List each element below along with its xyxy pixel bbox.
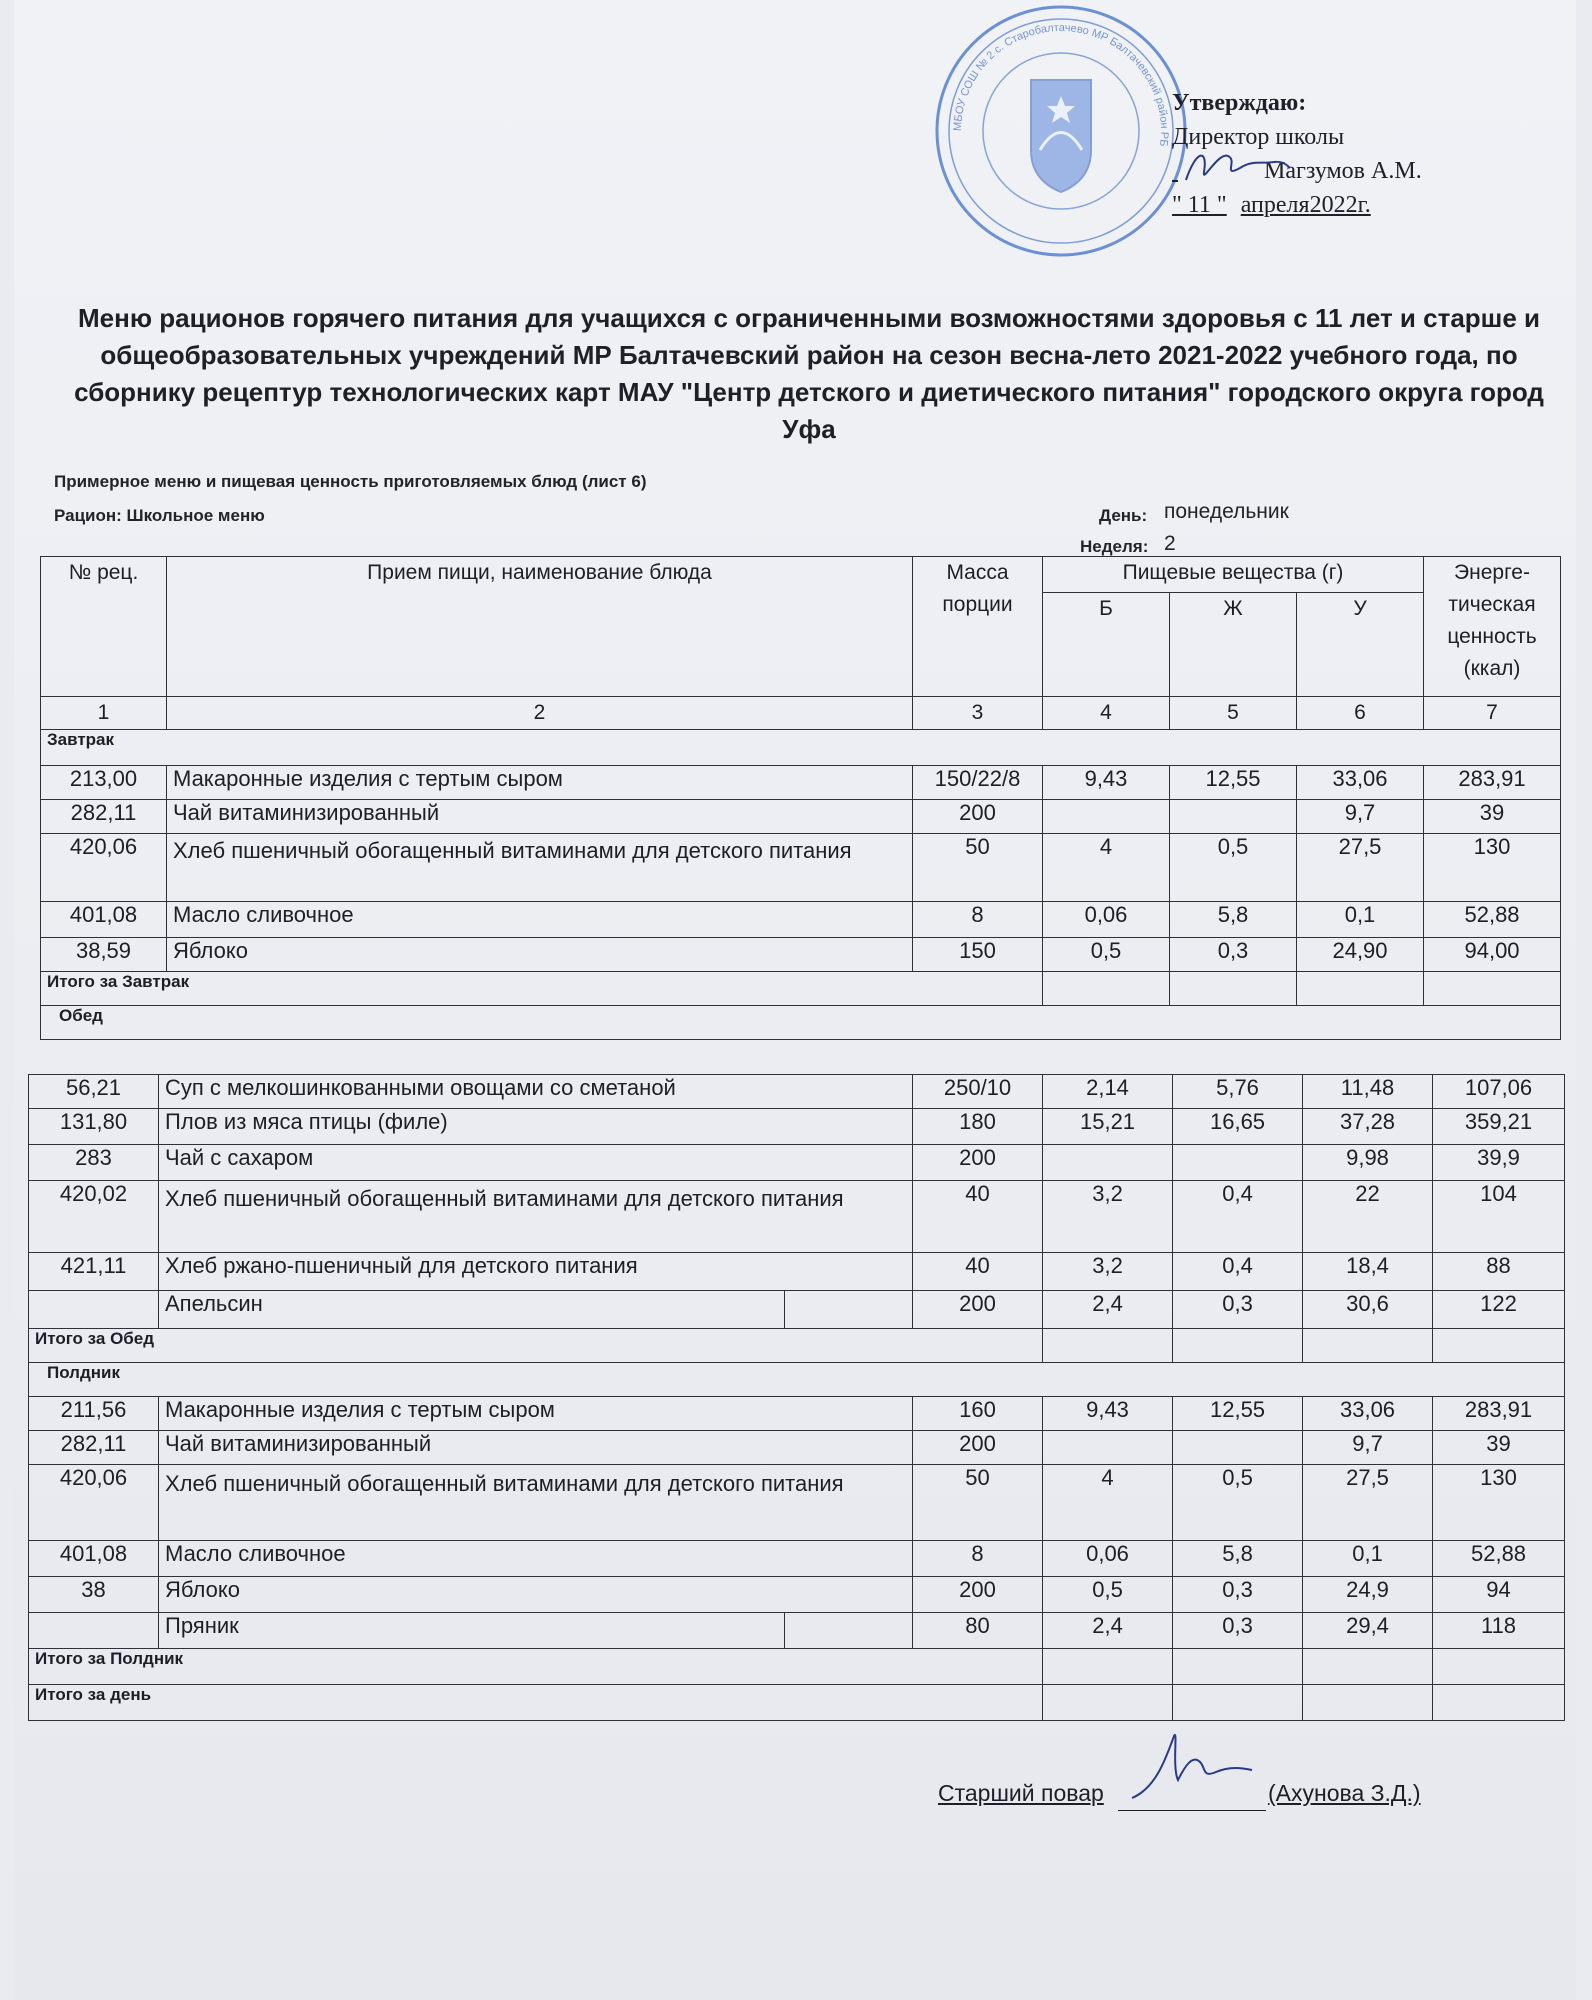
dish-name: Чай витаминизированный <box>167 800 913 834</box>
fats: 0,3 <box>1173 1577 1303 1613</box>
total-day: Итого за день <box>29 1685 1043 1721</box>
approval-name: Магзумов А.М. <box>1264 158 1422 184</box>
document-sheet <box>14 0 1576 2000</box>
energy: 283,91 <box>1433 1397 1565 1431</box>
column-number: 6 <box>1297 697 1424 730</box>
director-signature <box>1182 142 1292 188</box>
header-portion-mass: Масса порции <box>913 557 1043 697</box>
carbs: 37,28 <box>1303 1109 1433 1145</box>
proteins: 3,2 <box>1043 1181 1173 1253</box>
week-label: Неделя: <box>1080 537 1149 556</box>
section-breakfast: Завтрак <box>41 730 1561 766</box>
energy: 52,88 <box>1424 902 1561 938</box>
total-breakfast: Итого за Завтрак <box>41 972 1043 1006</box>
portion-mass: 40 <box>913 1253 1043 1291</box>
fats: 0,5 <box>1173 1465 1303 1541</box>
approval-header: Утверждаю: <box>1172 90 1307 116</box>
energy: 39 <box>1424 800 1561 834</box>
portion-mass: 40 <box>913 1181 1043 1253</box>
dish-name: Хлеб пшеничный обогащенный витаминами для детского питания <box>159 1181 913 1253</box>
carbs: 27,5 <box>1297 834 1424 902</box>
carbs: 30,6 <box>1303 1291 1433 1329</box>
ration-label: Рацион: Школьное меню <box>54 506 265 525</box>
proteins: 0,06 <box>1043 1541 1173 1577</box>
table-row <box>41 800 1561 834</box>
fats: 5,8 <box>1170 902 1297 938</box>
fats: 0,4 <box>1173 1253 1303 1291</box>
carbs: 18,4 <box>1303 1253 1433 1291</box>
table-row <box>29 1397 1565 1431</box>
recipe-number: 38,59 <box>41 938 167 972</box>
table-row <box>29 1075 1565 1109</box>
recipe-number <box>29 1291 159 1329</box>
column-number: 7 <box>1424 697 1561 730</box>
energy: 94 <box>1433 1577 1565 1613</box>
total-lunch: Итого за Обед <box>29 1329 1043 1363</box>
recipe-number: 420,02 <box>29 1181 159 1253</box>
approval-position: Директор школы <box>1172 124 1345 150</box>
table-row <box>41 834 1561 902</box>
fats: 12,55 <box>1170 766 1297 800</box>
portion-mass: 200 <box>913 1577 1043 1613</box>
cook-signature <box>1126 1728 1256 1808</box>
dish-name: Пряник <box>159 1613 785 1649</box>
carbs: 33,06 <box>1303 1397 1433 1431</box>
fats: 0,3 <box>1170 938 1297 972</box>
fats <box>1173 1431 1303 1465</box>
carbs: 9,7 <box>1297 800 1424 834</box>
dish-name: Масло сливочное <box>167 902 913 938</box>
fats: 16,65 <box>1173 1109 1303 1145</box>
proteins <box>1043 1145 1173 1181</box>
portion-mass: 200 <box>913 1145 1043 1181</box>
recipe-number: 421,11 <box>29 1253 159 1291</box>
column-number: 4 <box>1043 697 1170 730</box>
menu-table-lunch-snack <box>28 1074 1565 1721</box>
fats: 0,4 <box>1173 1181 1303 1253</box>
portion-mass: 150/22/8 <box>913 766 1043 800</box>
recipe-number: 211,56 <box>29 1397 159 1431</box>
table-row <box>29 1109 1565 1145</box>
carbs: 0,1 <box>1303 1541 1433 1577</box>
proteins: 15,21 <box>1043 1109 1173 1145</box>
recipe-number: 131,80 <box>29 1109 159 1145</box>
carbs: 9,98 <box>1303 1145 1433 1181</box>
energy: 39,9 <box>1433 1145 1565 1181</box>
dish-name: Плов из мяса птицы (филе) <box>159 1109 913 1145</box>
proteins: 0,5 <box>1043 938 1170 972</box>
subtitle: Примерное меню и пищевая ценность приготовляемых блюд (лист 6) <box>54 472 647 491</box>
table-row <box>41 938 1561 972</box>
dish-name: Яблоко <box>167 938 913 972</box>
carbs: 24,9 <box>1303 1577 1433 1613</box>
week-value: 2 <box>1164 532 1176 555</box>
energy: 88 <box>1433 1253 1565 1291</box>
document-title: Меню рационов горячего питания для учащихся с ограниченными возможностями здоровья с 11 лет и старше и общеобразовательных учреждений МР Балтачевский район на сезон весна-лето 2021-2022 учебного года, по сборнику рецептур технологических карт МАУ "Центр детского и диетического питания" городского округа город Уфа <box>74 303 1544 444</box>
fats <box>1170 800 1297 834</box>
energy: 359,21 <box>1433 1109 1565 1145</box>
carbs: 9,7 <box>1303 1431 1433 1465</box>
proteins: 0,5 <box>1043 1577 1173 1613</box>
portion-mass: 200 <box>913 1431 1043 1465</box>
dish-name: Хлеб пшеничный обогащенный витаминами для детского питания <box>167 834 913 902</box>
table-row <box>29 1145 1565 1181</box>
portion-mass: 160 <box>913 1397 1043 1431</box>
energy: 283,91 <box>1424 766 1561 800</box>
column-number: 2 <box>167 697 913 730</box>
dish-name: Масло сливочное <box>159 1541 913 1577</box>
table-row <box>29 1541 1565 1577</box>
carbs: 0,1 <box>1297 902 1424 938</box>
fats: 0,5 <box>1170 834 1297 902</box>
recipe-number: 401,08 <box>41 902 167 938</box>
fats <box>1173 1145 1303 1181</box>
energy: 118 <box>1433 1613 1565 1649</box>
fats: 5,76 <box>1173 1075 1303 1109</box>
recipe-number: 283 <box>29 1145 159 1181</box>
column-number: 5 <box>1170 697 1297 730</box>
dish-name: Макаронные изделия с тертым сыром <box>167 766 913 800</box>
proteins: 4 <box>1043 1465 1173 1541</box>
table-row <box>29 1253 1565 1291</box>
recipe-number: 282,11 <box>41 800 167 834</box>
dish-name: Чай витаминизированный <box>159 1431 913 1465</box>
portion-mass: 180 <box>913 1109 1043 1145</box>
proteins: 0,06 <box>1043 902 1170 938</box>
proteins: 9,43 <box>1043 766 1170 800</box>
carbs: 11,48 <box>1303 1075 1433 1109</box>
signature-line <box>1118 1810 1266 1811</box>
recipe-number: 38 <box>29 1577 159 1613</box>
energy: 107,06 <box>1433 1075 1565 1109</box>
proteins <box>1043 800 1170 834</box>
proteins: 3,2 <box>1043 1253 1173 1291</box>
dish-name: Яблоко <box>159 1577 913 1613</box>
menu-table-breakfast <box>40 556 1561 1040</box>
recipe-number: 401,08 <box>29 1541 159 1577</box>
table-row <box>29 1431 1565 1465</box>
svg-text:МБОУ СОШ № 2 с. Старобалтачево: МБОУ СОШ № 2 с. Старобалтачево МР Балтачевский район РБ <box>951 21 1171 148</box>
table-row <box>41 766 1561 800</box>
fats: 12,55 <box>1173 1397 1303 1431</box>
section-lunch: Обед <box>41 1006 1561 1040</box>
header-carbs: У <box>1297 593 1424 697</box>
fats: 0,3 <box>1173 1613 1303 1649</box>
approval-date-year: 2022г. <box>1309 192 1371 218</box>
recipe-number: 420,06 <box>41 834 167 902</box>
table-row <box>29 1181 1565 1253</box>
recipe-number: 213,00 <box>41 766 167 800</box>
dish-name: Хлеб пшеничный обогащенный витаминами для детского питания <box>159 1465 913 1541</box>
dish-name: Суп с мелкошинкованными овощами со сметаной <box>159 1075 913 1109</box>
portion-mass: 50 <box>913 834 1043 902</box>
energy: 39 <box>1433 1431 1565 1465</box>
carbs: 33,06 <box>1297 766 1424 800</box>
official-seal-stamp <box>930 0 1192 262</box>
carbs: 22 <box>1303 1181 1433 1253</box>
carbs: 29,4 <box>1303 1613 1433 1649</box>
recipe-number: 282,11 <box>29 1431 159 1465</box>
portion-mass: 150 <box>913 938 1043 972</box>
header-nutrients: Пищевые вещества (г) <box>1043 557 1424 593</box>
table-row <box>29 1291 1565 1329</box>
proteins: 2,4 <box>1043 1291 1173 1329</box>
total-snack: Итого за Полдник <box>29 1649 1043 1685</box>
recipe-number: 420,06 <box>29 1465 159 1541</box>
energy: 130 <box>1424 834 1561 902</box>
recipe-number <box>29 1613 159 1649</box>
proteins: 4 <box>1043 834 1170 902</box>
section-snack: Полдник <box>29 1363 1565 1397</box>
portion-mass: 50 <box>913 1465 1043 1541</box>
energy: 122 <box>1433 1291 1565 1329</box>
header-recipe-number: № рец. <box>41 557 167 697</box>
day-label: День: <box>1099 506 1148 525</box>
table-row <box>41 902 1561 938</box>
portion-mass: 80 <box>913 1613 1043 1649</box>
column-number: 1 <box>41 697 167 730</box>
proteins: 2,14 <box>1043 1075 1173 1109</box>
approval-date-day: " 11 " <box>1172 192 1227 218</box>
dish-name: Апельсин <box>159 1291 785 1329</box>
portion-mass: 200 <box>913 1291 1043 1329</box>
fats: 5,8 <box>1173 1541 1303 1577</box>
header-fats: Ж <box>1170 593 1297 697</box>
energy: 52,88 <box>1433 1541 1565 1577</box>
recipe-number: 56,21 <box>29 1075 159 1109</box>
carbs: 24,90 <box>1297 938 1424 972</box>
energy: 94,00 <box>1424 938 1561 972</box>
portion-mass: 8 <box>913 1541 1043 1577</box>
portion-mass: 200 <box>913 800 1043 834</box>
table-row <box>29 1577 1565 1613</box>
dish-name: Хлеб ржано-пшеничный для детского питания <box>159 1253 913 1291</box>
fats: 0,3 <box>1173 1291 1303 1329</box>
table-row <box>29 1613 1565 1649</box>
header-dish-name: Прием пищи, наименование блюда <box>167 557 913 697</box>
dish-name: Чай с сахаром <box>159 1145 913 1181</box>
table-row <box>29 1465 1565 1541</box>
header-energy: Энерге-тическая ценность (ккал) <box>1424 557 1561 697</box>
day-value: понедельник <box>1164 500 1289 523</box>
approval-date-month: апреля <box>1240 192 1310 218</box>
cook-role: Старший повар <box>938 1780 1104 1806</box>
dish-name: Макаронные изделия с тертым сыром <box>159 1397 913 1431</box>
carbs: 27,5 <box>1303 1465 1433 1541</box>
portion-mass: 250/10 <box>913 1075 1043 1109</box>
proteins: 9,43 <box>1043 1397 1173 1431</box>
column-number: 3 <box>913 697 1043 730</box>
energy: 104 <box>1433 1181 1565 1253</box>
header-proteins: Б <box>1043 593 1170 697</box>
energy: 130 <box>1433 1465 1565 1541</box>
proteins <box>1043 1431 1173 1465</box>
cook-name: (Ахунова З.Д.) <box>1268 1780 1421 1806</box>
portion-mass: 8 <box>913 902 1043 938</box>
proteins: 2,4 <box>1043 1613 1173 1649</box>
